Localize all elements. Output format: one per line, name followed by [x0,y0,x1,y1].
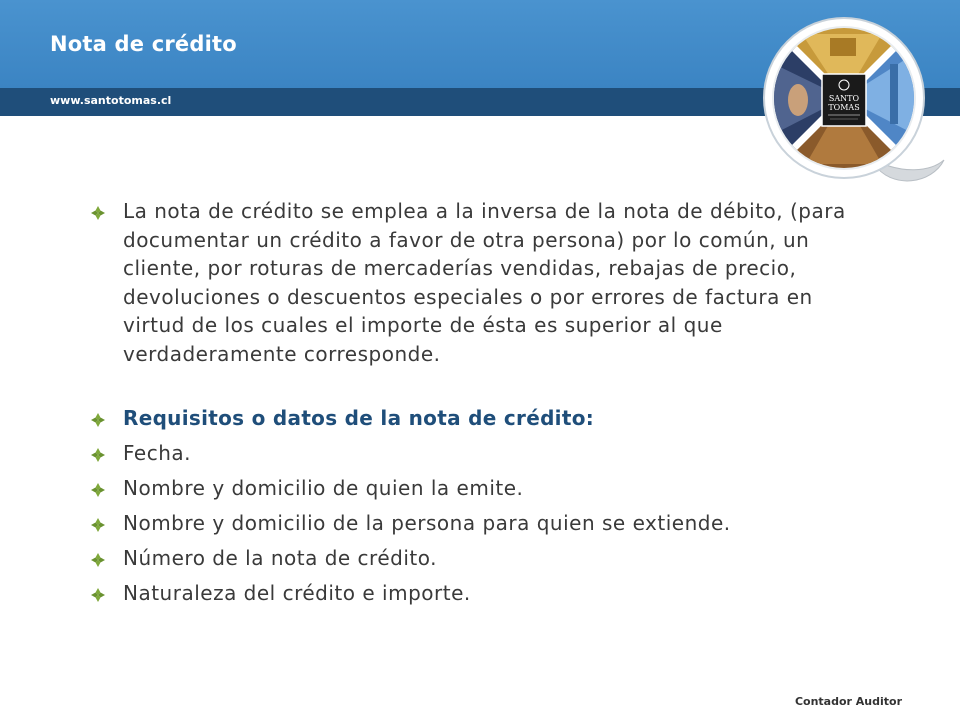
diamond-bullet-icon [90,552,106,568]
diamond-bullet-icon [90,205,106,221]
item-text: Número de la nota de crédito. [123,546,437,570]
slide-title: Nota de crédito [50,32,237,56]
diamond-bullet-icon [90,517,106,533]
list-item [88,474,858,503]
list-item [88,509,858,538]
diamond-bullet-icon [90,482,106,498]
santo-tomas-logo-icon [762,14,950,188]
list-item-paragraph [88,197,858,368]
list-item-heading [88,404,858,433]
item-text: Naturaleza del crédito e importe. [123,581,471,605]
list-item [88,439,858,468]
item-text: Fecha. [123,441,191,465]
list-item [88,544,858,573]
diamond-bullet-icon [90,587,106,603]
paragraph-text: La nota de crédito se emplea a la inversa de la nota de débito, (para documentar un crédito a favor de otra persona) por lo común, un cliente, por roturas de mercaderías vendidas, rebajas de precio, devoluciones o descuentos especiales o por errores de factura en virtud de los cuales el importe de ésta es superior al que verdaderamente corresponde. [123,199,846,366]
svg-text:SANTO: SANTO [828,94,860,103]
website-url: www.santotomas.cl [50,94,172,107]
item-text: Nombre y domicilio de quien la emite. [123,476,524,500]
heading-text: Requisitos o datos de la nota de crédito: [123,406,595,430]
item-text: Nombre y domicilio de la persona para quien se extiende. [123,511,731,535]
footer-label: Contador Auditor [794,695,902,708]
list-item [88,579,858,608]
svg-text:TOMAS: TOMAS [828,103,860,112]
diamond-bullet-icon [90,447,106,463]
diamond-bullet-icon [90,412,106,428]
content-list [88,197,858,614]
